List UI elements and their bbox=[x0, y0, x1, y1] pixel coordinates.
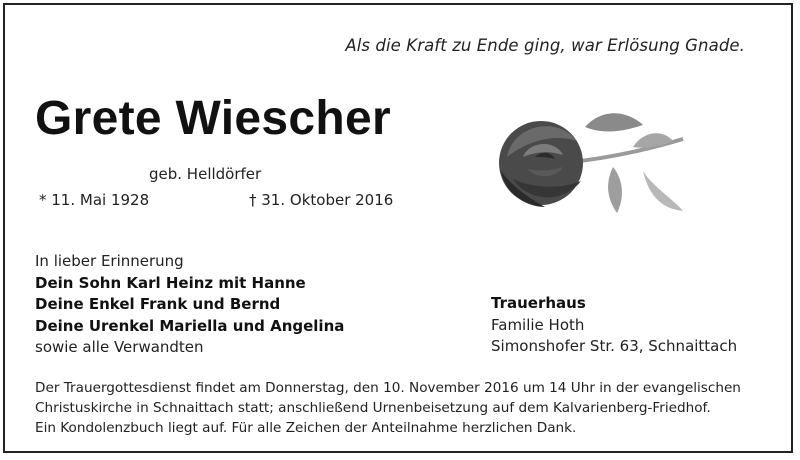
deceased-name: Grete Wiescher bbox=[35, 92, 391, 145]
obituary-card bbox=[3, 3, 793, 453]
notice-line: Christuskirche in Schnaittach statt; anschließend Urnenbeisetzung auf dem Kalvarienberg-Friedhof. bbox=[35, 400, 711, 416]
family-intro: In lieber Erinnerung bbox=[35, 252, 184, 270]
birth-date: * 11. Mai 1928 bbox=[39, 191, 150, 209]
funeral-home-name: Familie Hoth bbox=[491, 315, 585, 334]
family-line: Deine Urenkel Mariella und Angelina bbox=[35, 316, 345, 335]
family-closing: sowie alle Verwandten bbox=[35, 338, 204, 356]
funeral-home-title: Trauerhaus bbox=[491, 294, 586, 312]
family-line: Deine Enkel Frank und Bernd bbox=[35, 295, 281, 313]
funeral-home-block bbox=[491, 293, 737, 358]
death-date: † 31. Oktober 2016 bbox=[249, 191, 394, 209]
notice-line: Ein Kondolenzbuch liegt auf. Für alle Zeichen der Anteilnahme herzlichen Dank. bbox=[35, 420, 577, 436]
rose-icon bbox=[493, 101, 693, 227]
maiden-name: geb. Helldörfer bbox=[149, 165, 262, 183]
family-block bbox=[35, 251, 344, 359]
service-notice bbox=[35, 378, 780, 438]
motto-quote: Als die Kraft zu Ende ging, war Erlösung Gnade. bbox=[345, 36, 745, 55]
funeral-home-address: Simonshofer Str. 63, Schnaittach bbox=[491, 337, 738, 355]
family-line: Dein Sohn Karl Heinz mit Hanne bbox=[35, 273, 306, 292]
notice-line: Der Trauergottesdienst findet am Donnerstag, den 10. November 2016 um 14 Uhr in der evangelischen bbox=[35, 380, 741, 396]
